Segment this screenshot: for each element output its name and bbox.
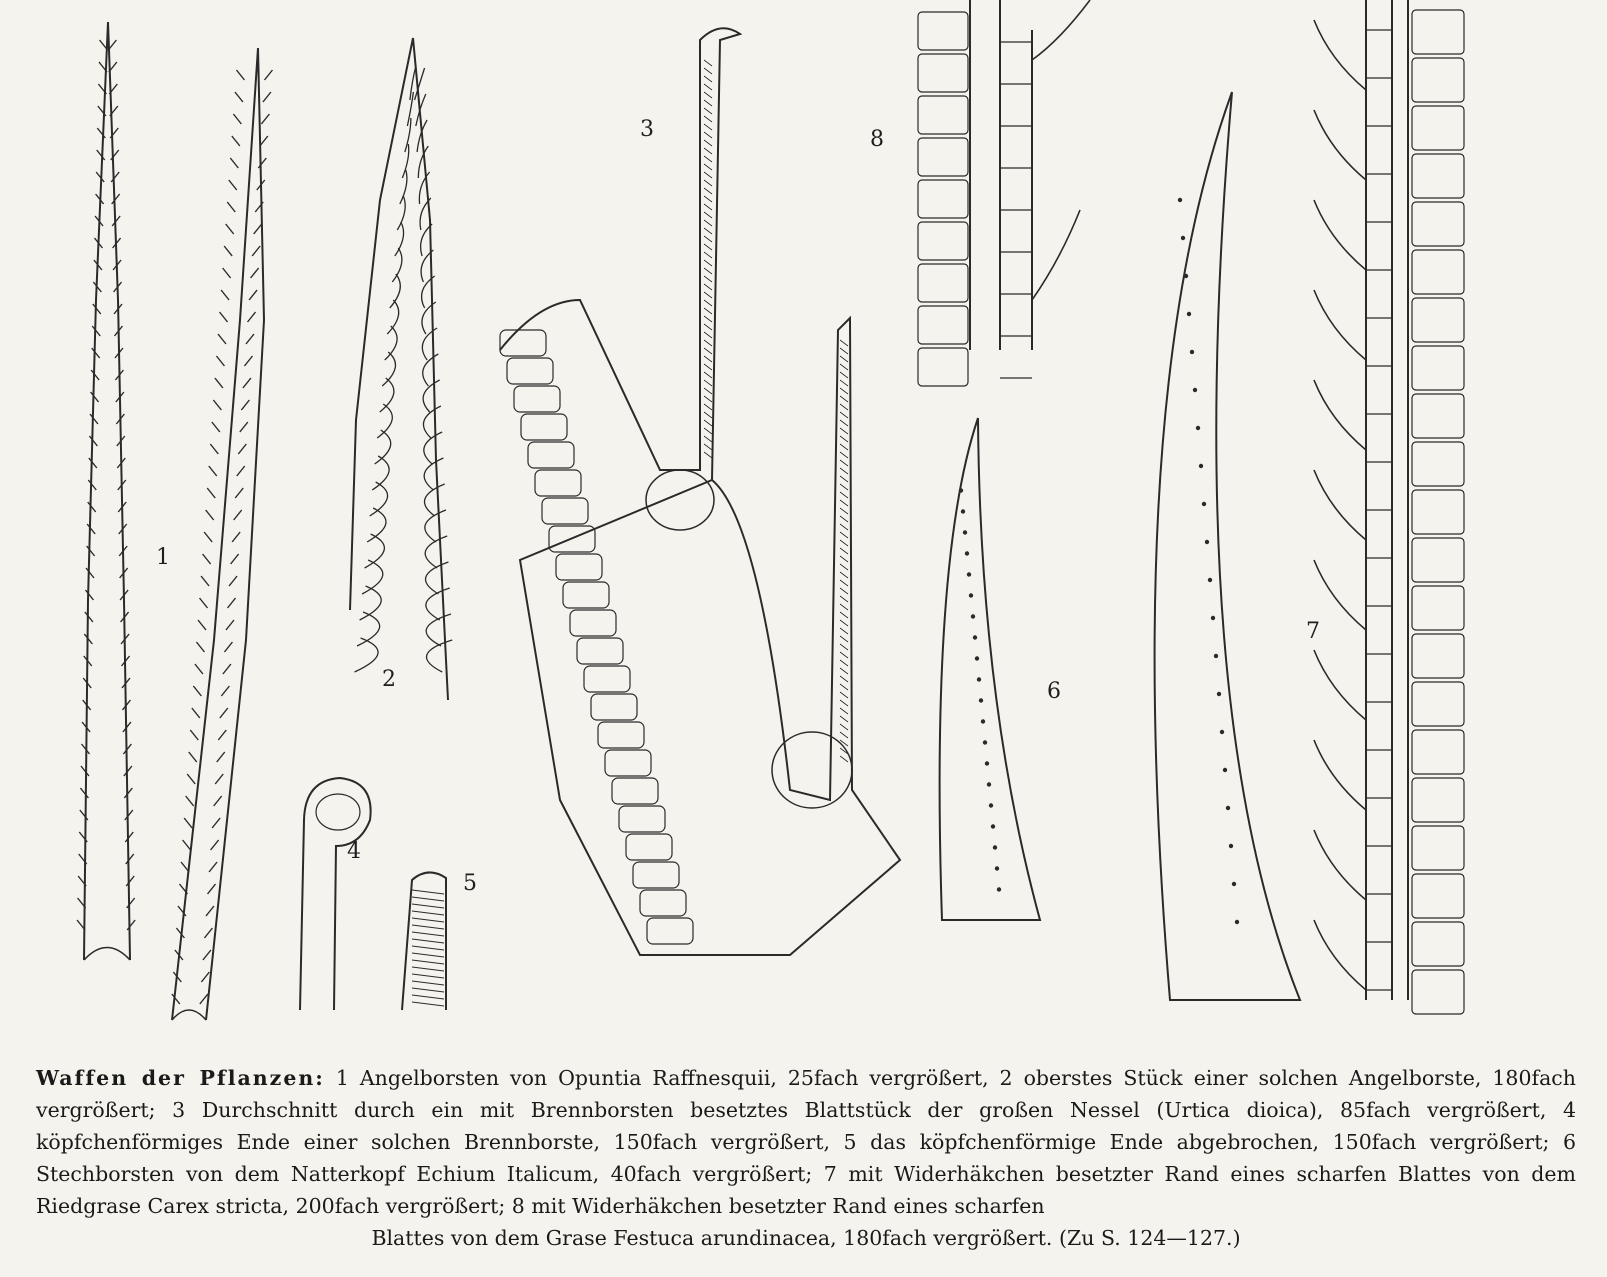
figure-label-6: 6 (1047, 679, 1061, 704)
figure-label-4: 4 (347, 839, 361, 864)
caption-last-text: Blattes von dem Grase Festuca arundinacea, 180fach vergrößert. (371, 1226, 1053, 1250)
caption-last-line (36, 1222, 1576, 1254)
caption-text: 1 Angelborsten von Opuntia Raffnesquii, 25fach vergrößert, 2 oberstes Stück einer solchen Angelborste, 180fach vergrößert; 3 Durchschnitt durch ein mit Brennborsten besetztes Blattstück der großen Nessel (Urtica dioica), 85fach vergrößert, 4 köpfchenförmiges Ende einer solchen Brennborste, 150fach vergrößert, 5 das köpfchenförmige Ende abgebrochen, 150fach vergrößert; 6 Stechborsten von dem Natterkopf Echium Italicum, 40fach vergrößert; 7 mit Widerhäkchen besetzter Rand eines scharfen Blattes von dem Riedgrase Carex stricta, 200fach vergrößert; 8 mit Widerhäkchen besetzter Rand eines scharfen (36, 1066, 1576, 1218)
figure-label-1: 1 (156, 545, 170, 570)
figure-label-5: 5 (463, 871, 477, 896)
figure-2-bristle-tip (350, 38, 452, 700)
figure-5-broken-tip (402, 872, 446, 1010)
figure-label-3: 3 (640, 117, 654, 142)
figure-8-festuca-margin (918, 0, 1090, 386)
figure-1-barbed-bristles (77, 22, 272, 1020)
figure-label-2: 2 (382, 667, 396, 692)
figure-6-stinging-bristles (940, 92, 1300, 1000)
figure-3-nettle-section (500, 28, 900, 955)
figure-7-carex-margin (1314, 0, 1464, 1014)
figure-label-7: 7 (1306, 619, 1320, 644)
figure-label-8: 8 (870, 127, 884, 152)
figure-4-capitate-tip (300, 778, 371, 1010)
plate-caption (36, 1062, 1576, 1254)
caption-title: Waffen der Pflanzen: (36, 1066, 325, 1090)
caption-page-reference: (Zu S. 124—127.) (1058, 1226, 1241, 1250)
